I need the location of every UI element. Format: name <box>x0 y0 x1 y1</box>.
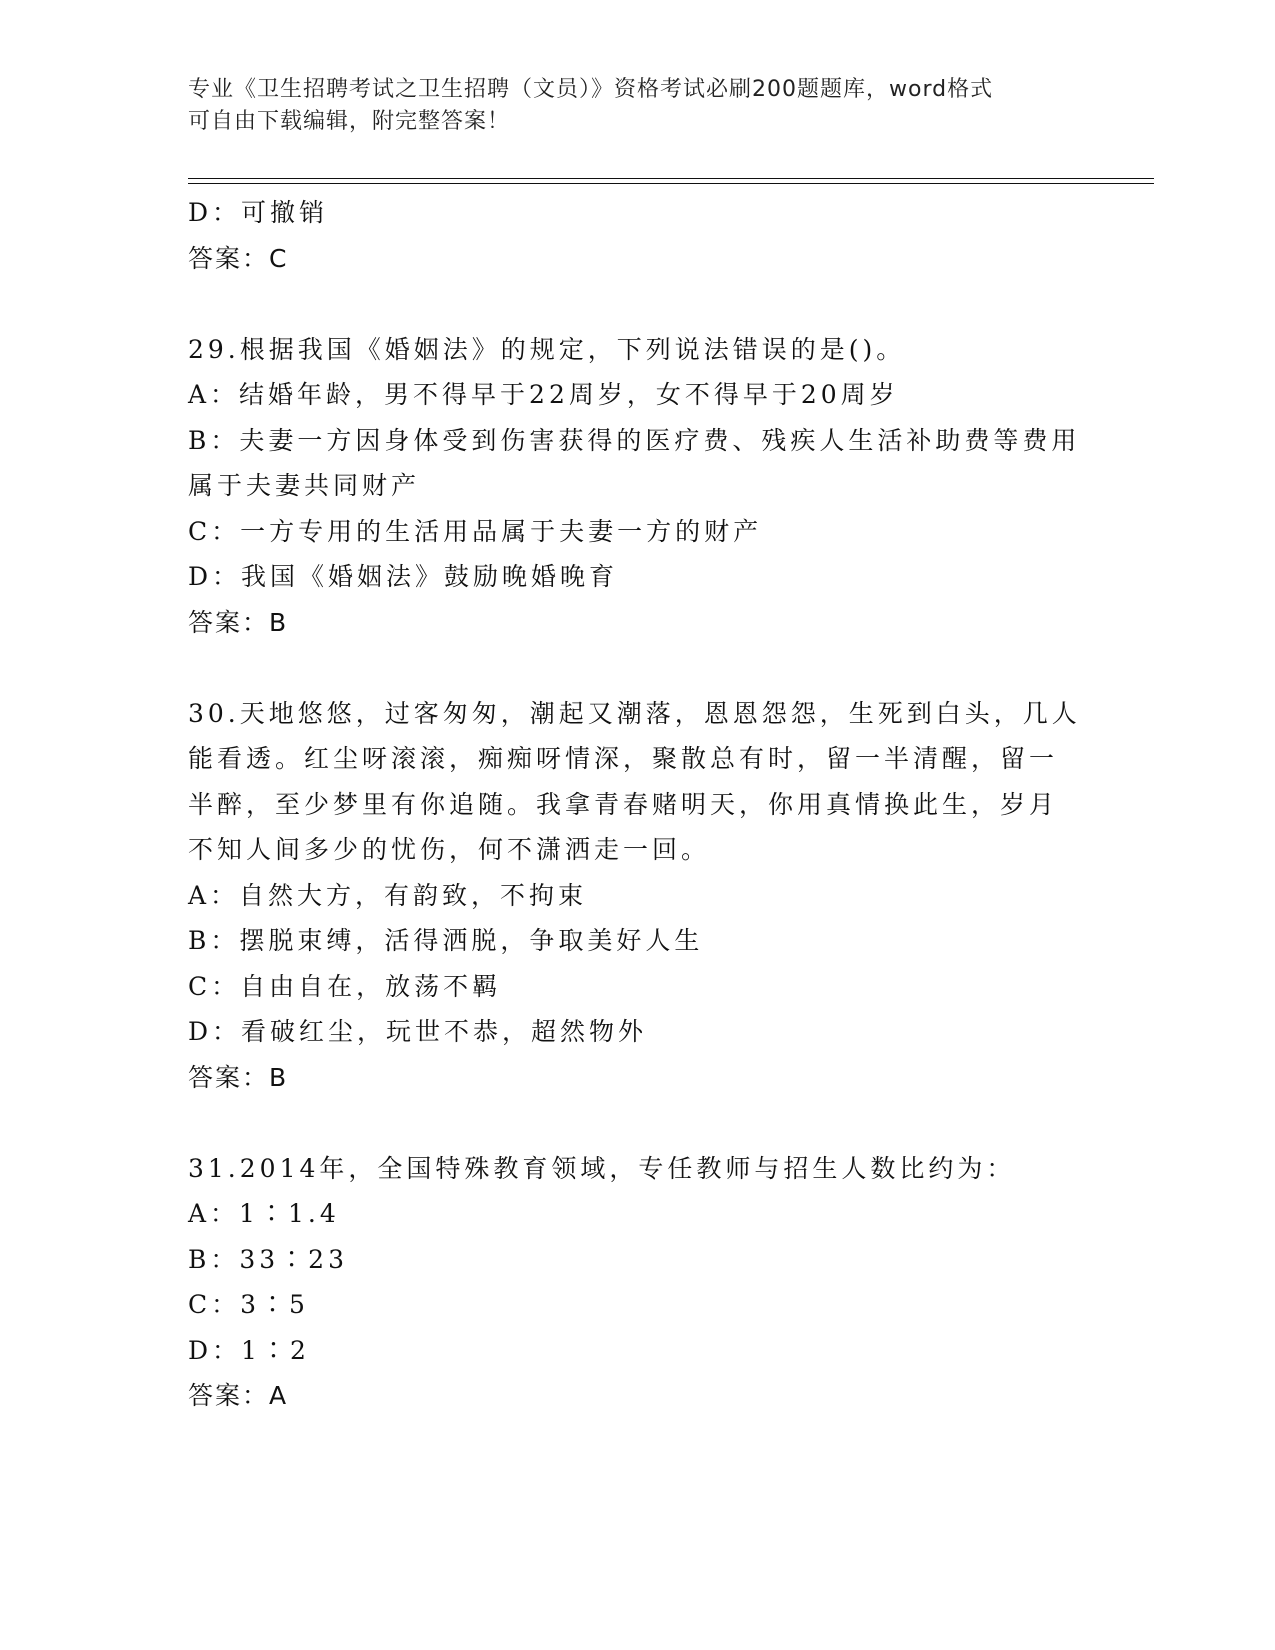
question-stem: 31.2014年，全国特殊教育领域，专任教师与招生人数比约为： <box>188 1153 1016 1183</box>
question-stem-line-2: 能看透。红尘呀滚滚，痴痴呀情深，聚散总有时，留一半清醒，留一 <box>188 744 1059 773</box>
question-stem-line-1: 30.天地悠悠，过客匆匆，潮起又潮落，恩恩怨怨，生死到白头，几人 <box>188 698 1081 728</box>
answer: 答案：B <box>188 1062 289 1092</box>
option-b: B：摆脱束缚，活得洒脱，争取美好人生 <box>188 926 704 955</box>
question-stem-line-3: 半醉，至少梦里有你追随。我拿青春赌明天，你用真情换此生，岁月 <box>188 789 1059 819</box>
option-a: A：自然大方，有韵致，不拘束 <box>188 880 588 910</box>
header-line-1: 专业《卫生招聘考试之卫生招聘（文员）》资格考试必刷200题题库，word格式 <box>188 77 994 102</box>
header-divider-top <box>188 178 1154 179</box>
question-30 <box>188 691 1088 1101</box>
option-d: D：1∶2 <box>188 1335 310 1365</box>
previous-question-tail <box>188 190 1088 281</box>
question-stem: 29.根据我国《婚姻法》的规定，下列说法错误的是()。 <box>188 334 906 364</box>
option-d: D：可撤销 <box>188 198 329 227</box>
header-divider-bottom <box>188 183 1154 184</box>
spacer <box>188 1100 1088 1146</box>
spacer <box>188 645 1088 691</box>
answer: 答案：B <box>188 607 289 637</box>
option-c: C：自由自在，放荡不羁 <box>188 971 502 1001</box>
option-a: A：结婚年龄，男不得早于22周岁，女不得早于20周岁 <box>188 380 899 409</box>
document-body <box>188 190 1088 1419</box>
spacer <box>188 281 1088 327</box>
document-header <box>188 74 1068 138</box>
option-b-line-2: 属于夫妻共同财产 <box>188 471 421 500</box>
option-c: C：一方专用的生活用品属于夫妻一方的财产 <box>188 516 763 546</box>
option-a: A：1∶1.4 <box>188 1199 340 1228</box>
question-31 <box>188 1146 1088 1419</box>
option-d: D：看破红尘，玩世不恭，超然物外 <box>188 1017 648 1046</box>
option-c: C：3∶5 <box>188 1290 309 1319</box>
question-29 <box>188 327 1088 646</box>
option-d: D：我国《婚姻法》鼓励晚婚晚育 <box>188 562 619 591</box>
answer: 答案：A <box>188 1381 289 1410</box>
header-line-2: 可自由下载编辑，附完整答案！ <box>188 109 511 134</box>
answer: 答案：C <box>188 243 289 273</box>
option-b: B：33∶23 <box>188 1244 348 1274</box>
option-b-line-1: B：夫妻一方因身体受到伤害获得的医疗费、残疾人生活补助费等费用 <box>188 425 1081 455</box>
question-stem-line-4: 不知人间多少的忧伤，何不潇洒走一回。 <box>188 835 711 864</box>
